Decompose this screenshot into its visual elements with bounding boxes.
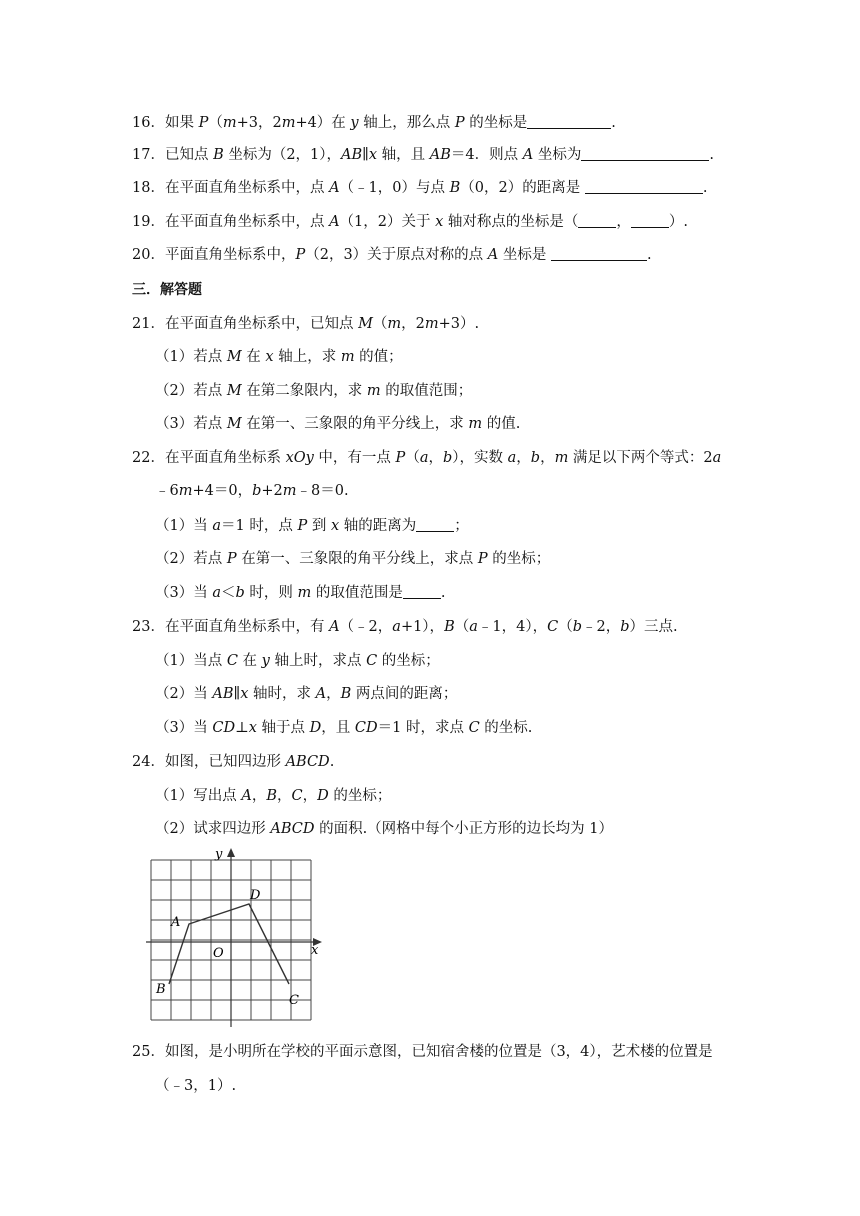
answer-blank [578, 213, 616, 228]
question-24: 24．如图，已知四边形 ABCD. [132, 754, 335, 770]
question-23-part-3: （3）当 CD⊥x 轴于点 D，且 CD＝1 时，求点 C 的坐标. [155, 720, 533, 736]
question-16: 16．如果 P（m+3，2m+4）在 y 轴上，那么点 P 的坐标是 . [132, 115, 616, 131]
question-18: 18．在平面直角坐标系中，点 A（﹣1，0）与点 B（0，2）的距离是 . [132, 180, 708, 196]
question-20: 20．平面直角坐标系中，P（2，3）关于原点对称的点 A 坐标是 . [132, 247, 652, 263]
answer-blank [527, 114, 611, 129]
point-label-d: D [250, 888, 261, 903]
question-21-part-2: （2）若点 M 在第二象限内，求 m 的取值范围； [155, 383, 473, 399]
question-23: 23．在平面直角坐标系中，有 A（﹣2，a+1），B（a﹣1，4），C（b﹣2，b）三点. [132, 619, 678, 635]
question-24-part-1: （1）写出点 A，B，C，D 的坐标； [155, 788, 392, 804]
question-22-part-1: （1）当 a＝1 时，点 P 到 x 轴的距离为 ； [155, 518, 469, 534]
answer-blank [585, 179, 703, 194]
point-label-c: C [289, 993, 299, 1008]
section-heading: 三．解答题 [132, 282, 202, 298]
y-axis-label: y [215, 847, 223, 862]
y-axis-arrow [227, 848, 235, 857]
question-22-part-2: （2）若点 P 在第一、三象限的角平分线上，求点 P 的坐标； [155, 551, 551, 567]
point-label-b: B [156, 982, 166, 997]
origin-label: O [213, 946, 224, 961]
question-22-line-2: ﹣6m+4＝0，b+2m﹣8＝0. [155, 483, 349, 499]
question-21: 21．在平面直角坐标系中，已知点 M（m，2m+3）. [132, 316, 480, 332]
answer-blank [631, 213, 669, 228]
question-25-line-2: （﹣3，1）. [155, 1078, 237, 1094]
answer-blank [416, 517, 454, 532]
question-25: 25．如图，是小明所在学校的平面示意图，已知宿舍楼的位置是（3，4），艺术楼的位置是 [132, 1044, 713, 1060]
question-22: 22．在平面直角坐标系 xOy 中，有一点 P（a，b），实数 a，b，m 满足以下两个等式：2a [132, 450, 722, 466]
answer-blank [581, 146, 709, 161]
point-label-a: A [171, 915, 181, 930]
question-17: 17．已知点 B 坐标为（2，1），AB∥x 轴，且 AB＝4．则点 A 坐标为 . [132, 147, 714, 163]
answer-blank [551, 246, 647, 261]
question-21-part-1: （1）若点 M 在 x 轴上，求 m 的值； [155, 349, 403, 365]
coordinate-grid-figure [146, 846, 328, 1030]
question-23-part-1: （1）当点 C 在 y 轴上时，求点 C 的坐标； [155, 653, 440, 669]
answer-blank [403, 584, 441, 599]
question-19: 19．在平面直角坐标系中，点 A（1，2）关于 x 轴对称点的坐标是（ ， ）. [132, 214, 689, 230]
question-21-part-3: （3）若点 M 在第一、三象限的角平分线上，求 m 的值. [155, 416, 521, 432]
question-22-part-3: （3）当 a＜b 时，则 m 的取值范围是 . [155, 585, 446, 601]
x-axis-label: x [311, 943, 319, 958]
question-23-part-2: （2）当 AB∥x 轴时，求 A，B 两点间的距离； [155, 686, 458, 702]
question-24-part-2: （2）试求四边形 ABCD 的面积.（网格中每个小正方形的边长均为 1） [155, 821, 614, 837]
